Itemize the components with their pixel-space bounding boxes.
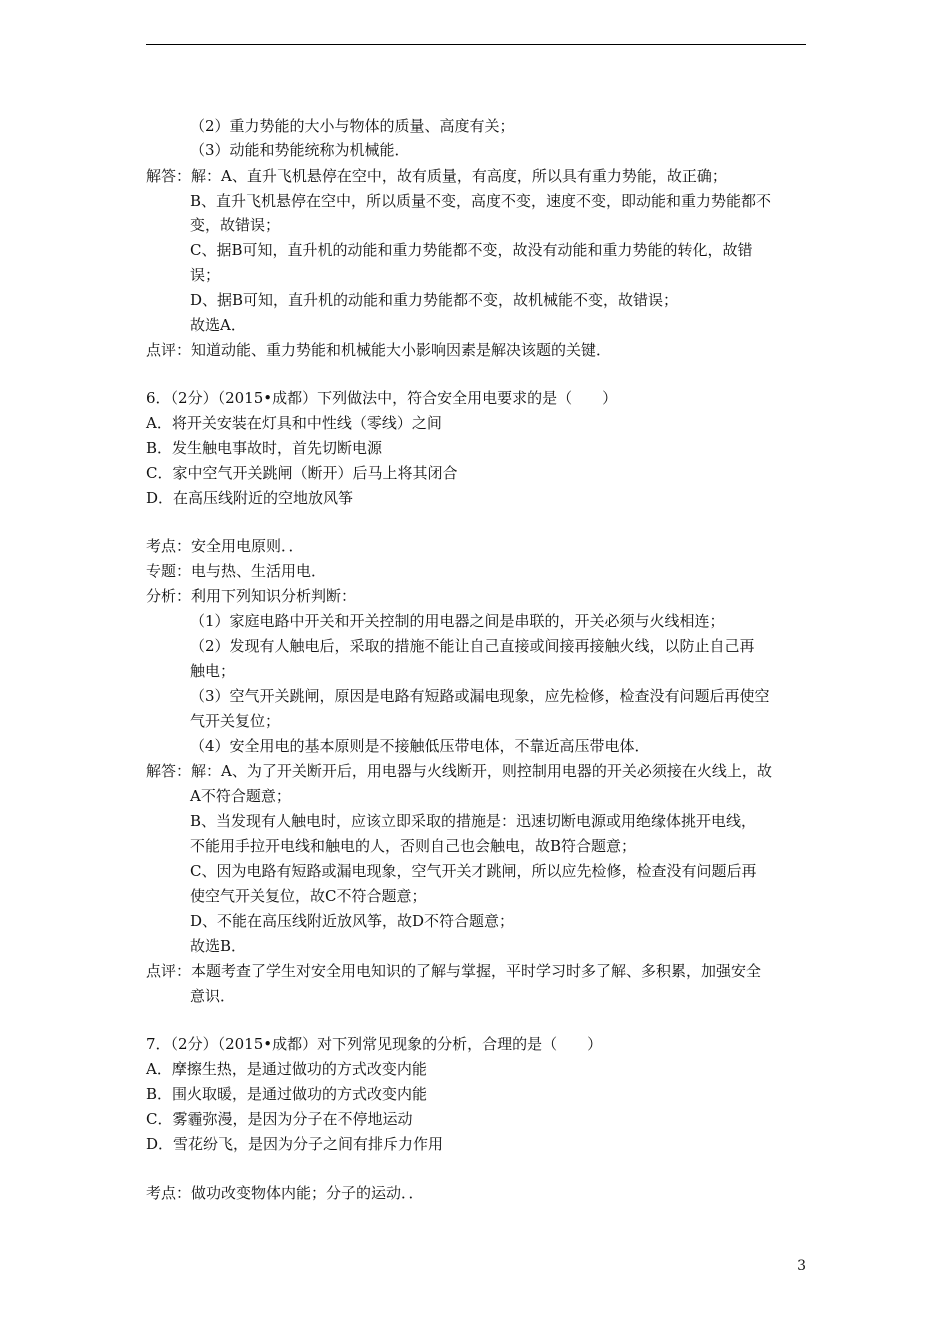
text-line: 不能用手拉开电线和触电的人，否则自己也会触电，故B符合题意；	[190, 837, 637, 855]
text-line: 误；	[190, 266, 221, 284]
text-line: D．在高压线附近的空地放风筝	[146, 489, 354, 507]
text-line: 故选B．	[190, 937, 247, 955]
text-line: 考点：安全用电原则．．	[146, 537, 304, 555]
text-line: 点评：本题考查了学生对安全用电知识的了解与掌握，平时学习时多了解、多积累，加强安全	[146, 962, 762, 980]
text-line: 解答：解：A、直升飞机悬停在空中，故有质量，有高度，所以具有重力势能，故正确；	[146, 167, 727, 185]
text-line: 分析：利用下列知识分析判断：	[146, 587, 357, 605]
text-line: 专题：电与热、生活用电．	[146, 562, 327, 580]
text-line: 点评：知道动能、重力势能和机械能大小影响因素是解决该题的关键．	[146, 341, 612, 359]
text-line: 7．（2分）（2015•成都）对下列常见现象的分析，合理的是（ ）	[146, 1035, 603, 1053]
text-line: 气开关复位；	[190, 712, 281, 730]
text-line: （2）重力势能的大小与物体的质量、高度有关；	[190, 117, 515, 135]
text-line: 6．（2分）（2015•成都）下列做法中，符合安全用电要求的是（ ）	[146, 389, 618, 407]
text-line: （3）动能和势能统称为机械能．	[190, 141, 410, 159]
text-line: B．围火取暖，是通过做功的方式改变内能	[146, 1085, 428, 1103]
text-line: B．发生触电事故时，首先切断电源	[146, 439, 383, 457]
text-line: A．将开关安装在灯具和中性线（零线）之间	[146, 414, 442, 432]
page-number: 3	[797, 1258, 806, 1274]
text-line: D、据B可知，直升机的动能和重力势能都不变，故机械能不变，故错误；	[190, 291, 679, 309]
text-line: A不符合题意；	[190, 787, 291, 805]
text-line: 故选A．	[190, 316, 246, 334]
text-line: B、直升飞机悬停在空中，所以质量不变，高度不变，速度不变，即动能和重力势能都不	[190, 192, 772, 210]
text-line: C．家中空气开关跳闸（断开）后马上将其闭合	[146, 464, 458, 482]
text-line: A．摩擦生热，是通过做功的方式改变内能	[146, 1060, 427, 1078]
text-line: 考点：做功改变物体内能；分子的运动．．	[146, 1184, 424, 1202]
text-line: （3）空气开关跳闸，原因是电路有短路或漏电现象，应先检修，检查没有问题后再使空	[190, 687, 770, 705]
text-line: D、不能在高压线附近放风筝，故D不符合题意；	[190, 912, 515, 930]
text-line: 使空气开关复位，故C不符合题意；	[190, 887, 427, 905]
text-line: （4）安全用电的基本原则是不接触低压带电体，不靠近高压带电体．	[190, 737, 650, 755]
text-line: （1）家庭电路中开关和开关控制的用电器之间是串联的，开关必须与火线相连；	[190, 612, 725, 630]
text-line: 意识．	[190, 987, 236, 1005]
text-line: （2）发现有人触电后，采取的措施不能让自己直接或间接再接触火线，以防止自己再	[190, 637, 755, 655]
text-line: 触电；	[190, 662, 236, 680]
text-line: B、当发现有人触电时，应该立即采取的措施是：迅速切断电源或用绝缘体挑开电线，	[190, 812, 757, 830]
text-line: C、据B可知，直升机的动能和重力势能都不变，故没有动能和重力势能的转化，故错	[190, 241, 753, 259]
text-line: 解答：解：A、为了开关断开后，用电器与火线断开，则控制用电器的开关必须接在火线上，故	[146, 762, 772, 780]
text-line: D．雪花纷飞，是因为分子之间有排斥力作用	[146, 1135, 444, 1153]
text-line: C、因为电路有短路或漏电现象，空气开关才跳闸，所以应先检修，检查没有问题后再	[190, 862, 757, 880]
text-line: 变，故错误；	[190, 216, 281, 234]
header-rule	[146, 44, 806, 45]
text-line: C．雾霾弥漫，是因为分子在不停地运动	[146, 1110, 413, 1128]
